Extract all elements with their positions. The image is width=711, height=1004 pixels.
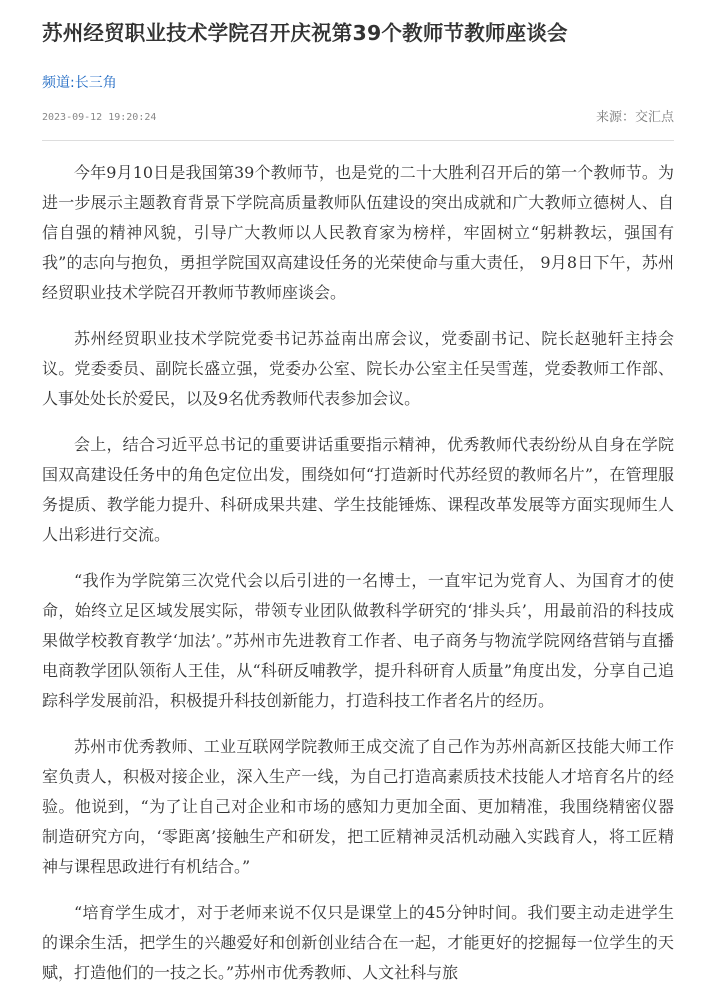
article-meta [42, 106, 674, 130]
article-title: 苏州经贸职业技术学院召开庆祝第39个教师节教师座谈会 [42, 21, 568, 45]
channel-line [42, 71, 117, 95]
meta-divider [42, 140, 674, 141]
body-paragraph: 苏州市优秀教师、工业互联网学院教师王成交流了自己作为苏州高新区技能大师工作室负责人，积极对接企业，深入生产一线，为自己打造高素质技术技能人才培育名片的经验。他说到，“为了让自己对企业和市场的感知力更加全面、更加精准，我围绕精密仪器制造研究方向，‘零距离’接触生产和研发，把工匠精神灵活机动融入实践育人，将工匠精神与课程思政进行有机结合。” [42, 737, 674, 876]
body-paragraph: “培育学生成才，对于老师来说不仅只是课堂上的45分钟时间。我们要主动走进学生的课余生活，把学生的兴趣爱好和创新创业结合在一起，才能更好的挖掘每一位学生的天赋，打造他们的一技之长。”苏州市优秀教师、人文社科与旅 [42, 903, 674, 982]
article-source: 来源：交汇点 [595, 110, 674, 125]
body-paragraph: 今年9月10日是我国第39个教师节，也是党的二十大胜利召开后的第一个教师节。为进一步展示主题教育背景下学院高质量教师队伍建设的突出成就和广大教师立德树人、自信自强的精神风貌，引导广大教师以人民教育家为榜样，牢固树立“躬耕教坛，强国有我”的志向与抱负，勇担学院国双高建设任务的光荣使命与重大责任， 9月8日下午，苏州经贸职业技术学院召开教师节教师座谈会。 [42, 163, 674, 302]
publish-timestamp: 2023-09-12 19:20:24 [42, 112, 157, 123]
body-paragraph: 会上，结合习近平总书记的重要讲话重要指示精神，优秀教师代表纷纷从自身在学院国双高建设任务中的角色定位出发，围绕如何“打造新时代苏经贸的教师名片”，在管理服务提质、教学能力提升、科研成果共建、学生技能锤炼、课程改革发展等方面实现师生人人出彩进行交流。 [42, 435, 674, 544]
article-body [42, 158, 674, 1004]
body-paragraph: “我作为学院第三次党代会以后引进的一名博士，一直牢记为党育人、为国育才的使命，始终立足区域发展实际，带领专业团队做教科学研究的‘排头兵’，用最前沿的科技成果做学校教育教学‘加法’。”苏州市先进教育工作者、电子商务与物流学院网络营销与直播电商教学团队领衔人王佳，从“科研反哺教学，提升科研育人质量”角度出发，分享自己追踪科学发展前沿，积极提升科技创新能力，打造科技工作者名片的经历。 [42, 571, 674, 710]
channel-link[interactable]: 长三角 [74, 75, 117, 91]
body-paragraph: 苏州经贸职业技术学院党委书记苏益南出席会议，党委副书记、院长赵驰轩主持会议。党委委员、副院长盛立强，党委办公室、院长办公室主任吴雪莲，党委教师工作部、人事处处长於爱民，以及9名优秀教师代表参加会议。 [42, 329, 674, 408]
channel-label: 频道: [42, 75, 75, 91]
